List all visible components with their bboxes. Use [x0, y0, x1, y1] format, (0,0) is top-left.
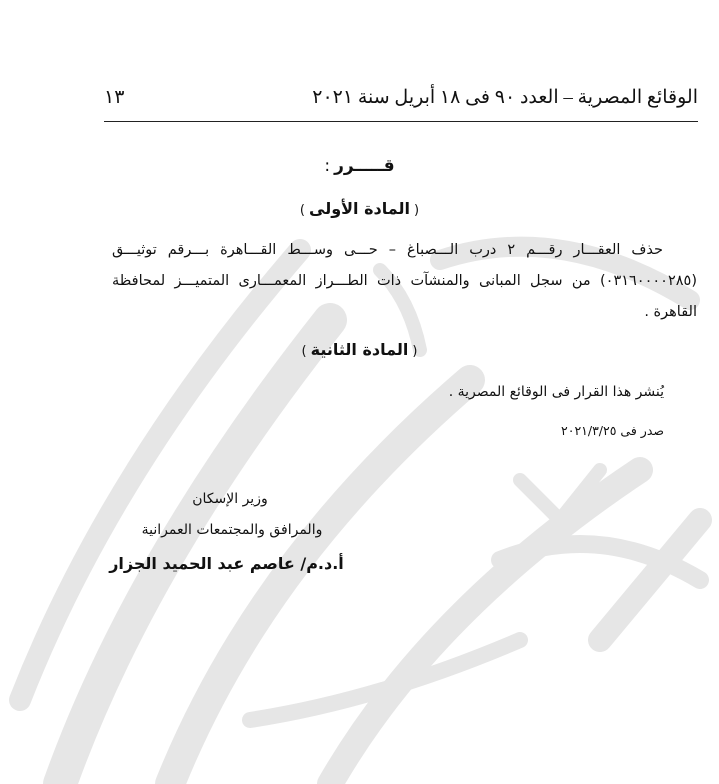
- article-one-heading: [0, 199, 719, 218]
- article-one-open-paren: (: [414, 203, 420, 218]
- article-one-close-paren: ): [299, 203, 305, 218]
- article-two-text: يُنشر هذا القرار فى الوقائع المصرية .: [448, 384, 664, 400]
- article-two-title: المادة الثانية: [310, 340, 409, 359]
- decision-heading: [0, 156, 719, 176]
- decision-colon: :: [324, 156, 331, 176]
- ministry-name: والمرافق والمجتمعات العمرانية: [141, 522, 323, 538]
- issue-date: صدر فى ٢٠٢١/٣/٢٥: [561, 423, 664, 438]
- article-two-heading: [0, 340, 719, 359]
- article-one-text: حذف العقـــار رقـــم ٢ درب الـــصباغ – حـــى وســـط القـــاهرة بـــرقم توثيـــق (٠٣١٦٠٠٠٠٢٨٥) من سجل المبانى والمنشآت ذات الطـــراز المعمـــارى المتميـــز لمحافظة القاهرة .: [112, 242, 697, 320]
- header-title: الوقائع المصرية – العدد ٩٠ فى ١٨ أبريل سنة ٢٠٢١: [312, 86, 698, 108]
- minister-name: أ.د.م/ عاصم عبد الحميد الجزار: [109, 554, 344, 573]
- page-header: [104, 82, 698, 112]
- article-two-close-paren: ): [301, 344, 307, 359]
- minister-title: وزير الإسكان: [192, 491, 268, 507]
- article-two-open-paren: (: [412, 344, 418, 359]
- page-number: ١٣: [104, 86, 125, 108]
- decision-word: قـــــرر: [334, 156, 395, 176]
- article-one-title: المادة الأولى: [309, 199, 410, 218]
- header-divider: [104, 121, 698, 122]
